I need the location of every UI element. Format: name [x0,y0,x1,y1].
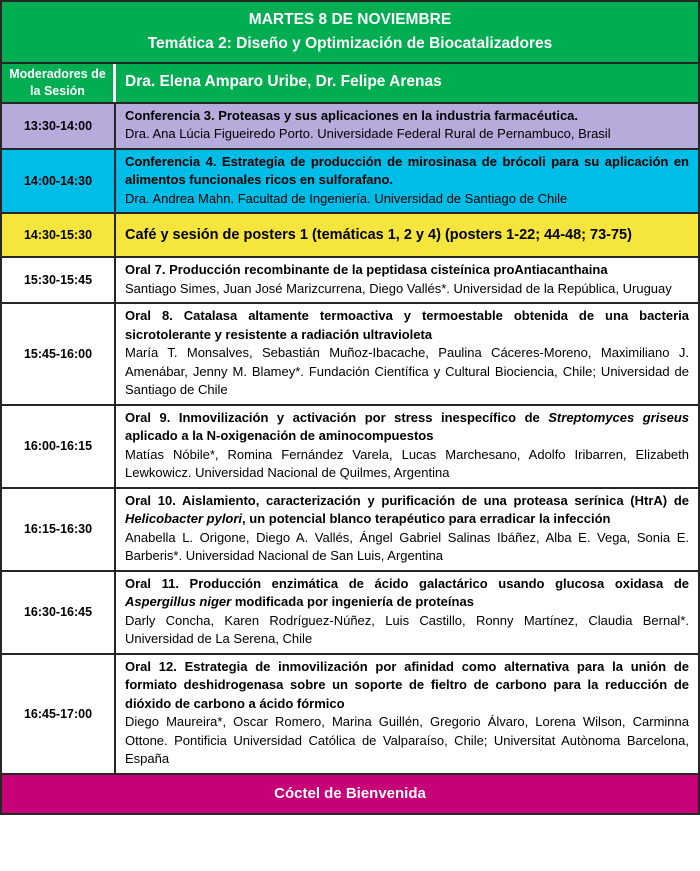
session-time: 16:45-17:00 [2,655,116,773]
session-title [125,107,689,126]
moderators-row [2,62,698,102]
moderators-names: Dra. Elena Amparo Uribe, Dr. Felipe Arenas [125,73,442,91]
session-content [116,572,698,653]
session-row-oral-10 [2,487,698,570]
session-row-cafe-posters [2,212,698,256]
session-title-text: Oral 10. Aislamiento, caracterización y purificación de una proteasa serínica (HtrA) de [125,492,689,508]
session-authors: Darly Concha, Karen Rodríguez-Núñez, Luis Castillo, Ronny Martínez, Claudia Bernal*. Universidad de La Serena, Chile [125,612,689,647]
session-title [125,261,689,280]
session-time: 14:00-14:30 [2,150,116,213]
session-title-text: Oral 7. Producción recombinante de la peptidasa cisteínica proAntiacanthaina [125,262,608,278]
session-row-oral-11 [2,570,698,653]
session-title-text: Conferencia 3. Proteasas y sus aplicaciones en la industria farmacéutica. [125,107,579,123]
session-content [116,655,698,773]
session-title-rest: , un potencial blanco terapéutico para erradicar la infección [242,511,611,527]
session-title-text: Oral 11. Producción enzimática de ácido galactárico usando glucosa oxidasa de [125,575,689,591]
session-content [116,489,698,570]
day-title: MARTES 8 DE NOVIEMBRE [248,10,452,28]
session-title-species: Helicobacter pylori [125,511,243,527]
session-time: 16:30-16:45 [2,572,116,653]
session-title [125,575,689,612]
session-row-oral-8 [2,302,698,404]
session-title-text: Oral 12. Estrategia de inmovilización por afinidad como alternativa para la unión de formiato deshidrogenasa sobre un soporte de fieltro de carbono para la reducción de dióxido de carbono a ácido fórmico [125,658,689,711]
session-content [116,304,698,404]
session-time: 16:15-16:30 [2,489,116,570]
moderators-label: Moderadores de la Sesión [2,64,116,102]
session-authors: María T. Monsalves, Sebastián Muñoz-Ibacache, Paulina Cáceres-Moreno, Maximiliano J. Amenábar, Jenny M. Blamey*. Fundación Científica y Cultural Biociencia, Chile; Universidad de Santiago de Chile [125,345,689,398]
session-authors: Diego Maureira*, Oscar Romero, Marina Guillén, Gregorio Álvaro, Lorena Wilson, Carminna Ottone. Pontificia Universidad Católica de Valparaíso, Chile; Universitat Autònoma Barcelona, España [125,714,689,767]
welcome-cocktail-label: Cóctel de Bienvenida [274,785,426,803]
session-content [116,150,698,213]
session-row-oral-7 [2,256,698,302]
theme-title: Temática 2: Diseño y Optimización de Biocatalizadores [147,35,553,52]
session-content [116,214,698,256]
session-title [125,307,689,344]
session-detail: Dra. Ana Lúcia Figueiredo Porto. Universidade Federal Rural de Pernambuco, Brasil [125,126,611,142]
session-detail: Dra. Andrea Mahn. Facultad de Ingeniería. Universidad de Santiago de Chile [125,190,568,206]
session-time: 15:30-15:45 [2,258,116,302]
session-time: 16:00-16:15 [2,406,116,487]
session-title-text: Oral 9. Inmovilización y activación por stress inespecífico de [125,409,549,425]
session-title-text: Oral 8. Catalasa altamente termoactiva y termoestable obtenida de una bacteria sicrotolerante y resistente a radiación ultravioleta [125,308,689,342]
session-row-conferencia-4 [2,148,698,213]
session-authors: Matías Nóbile*, Romina Fernández Varela, Lucas Marchesano, Adolfo Iribarren, Elizabeth Lewkowicz. Universidad Nacional de Quilmes, Argentina [125,446,689,481]
session-content [116,104,698,148]
session-time: 14:30-15:30 [2,214,116,256]
session-title [125,409,689,446]
session-title-text: Café y sesión de posters 1 (temáticas 1, 2 y 4) (posters 1-22; 44-48; 73-75) [125,226,632,243]
session-row-oral-9 [2,404,698,487]
session-content [116,406,698,487]
session-title-species: Streptomyces griseus [548,409,689,425]
session-authors: Santiago Simes, Juan José Marizcurrena, Diego Vallés*. Universidad de la República, Uruguay [125,280,672,296]
session-title-species: Aspergillus niger [125,594,232,610]
session-row-oral-12 [2,653,698,773]
session-row-conferencia-3 [2,102,698,148]
day-header [2,2,698,62]
welcome-cocktail-banner [2,773,698,813]
session-time: 15:45-16:00 [2,304,116,404]
session-title [125,658,689,714]
session-title-rest: modificada por ingeniería de proteínas [231,594,474,610]
session-title [125,153,689,190]
session-title-text: Conferencia 4. Estrategia de producción de mirosinasa de brócoli para su aplicación en alimentos funcionales ricos en sulforafano. [125,153,689,188]
session-authors: Anabella L. Origone, Diego A. Vallés, Ángel Gabriel Salinas Ibáñez, Alba E. Vega, Sonia E. Barberis*. Universidad Nacional de San Luis, Argentina [125,529,689,564]
session-title [125,226,632,245]
session-title [125,492,689,529]
session-content [116,258,698,302]
session-title-rest: aplicado a la N-oxigenación de aminocompuestos [125,428,434,444]
session-time: 13:30-14:00 [2,104,116,148]
